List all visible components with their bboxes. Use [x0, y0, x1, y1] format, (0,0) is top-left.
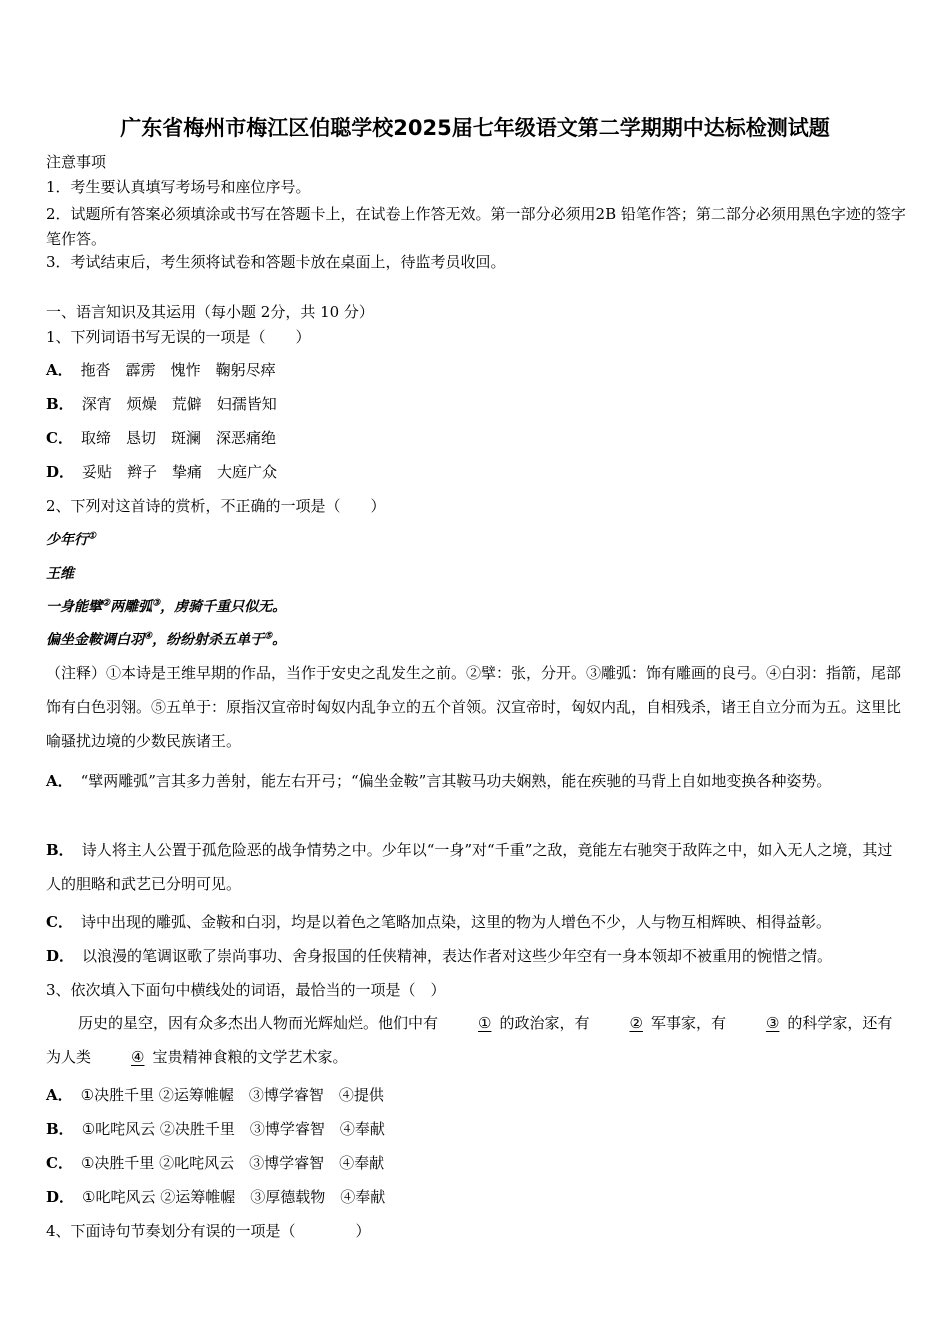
q2-option-a [46, 764, 906, 798]
passage-text: 的科学家，还有为人类 [46, 1014, 893, 1066]
option-label: D． [46, 463, 75, 481]
blank-1: ① [478, 1014, 492, 1032]
option-text: ①决胜千里 ②运筹帷幄 ③博学睿智 ④提供 [80, 1086, 384, 1104]
poem-annotation: （注释）①本诗是王维早期的作品，当作于安史之乱发生之前。②擘：张，分开。③雕弧：饰有雕画的良弓。④白羽：指箭，尾部饰有白色羽翎。⑤五单于：原指汉宣帝时匈奴内乱争立的五个首领。汉宣帝时，匈奴内乱，自相残杀，诸王自立分而为五。这里比喻骚扰边境的少数民族诸王。 [46, 664, 902, 750]
option-text: 深宵 烦燥 荒僻 妇孺皆知 [81, 395, 277, 413]
option-label: A． [46, 361, 73, 379]
option-text: 诗中出现的雕弧、金鞍和白羽，均是以着色之笔略加点染，这里的物为人增色不少，人与物互相辉映、相得益彰。 [80, 913, 831, 931]
q1-option-d [46, 462, 277, 482]
blank-4: ④ [131, 1048, 145, 1066]
option-label: C． [46, 429, 73, 447]
q3-option-d [46, 1187, 385, 1207]
q2-option-d [46, 946, 832, 966]
option-label: A． [46, 772, 73, 790]
option-label: A． [46, 1086, 73, 1104]
blank-2: ② [629, 1014, 643, 1032]
q2-option-b [46, 833, 906, 901]
q1-option-b [46, 394, 277, 414]
poem-text: 一身能擘 [46, 599, 102, 615]
footnote-mark: ① [88, 531, 97, 542]
footnote-mark: ⑤ [264, 631, 273, 642]
q1-option-c [46, 428, 276, 448]
section-heading: 一、语言知识及其运用（每小题 2分，共 10 分） [46, 303, 374, 321]
footnote-mark: ④ [144, 631, 153, 642]
blank-3: ③ [765, 1014, 780, 1032]
question-1-stem: 1、下列词语书写无误的一项是（ ） [46, 328, 311, 346]
option-text: ①叱咤风云 ②运筹帷幄 ③厚德载物 ④奉献 [82, 1188, 386, 1206]
option-text: 诗人将主人公置于孤危险恶的战争情势之中。少年以“一身”对“千重”之敌，竟能左右驰突于敌阵之中，如入无人之境，其过人的胆略和武艺已分明可见。 [46, 841, 893, 893]
q3-option-b [46, 1119, 385, 1139]
q3-option-c [46, 1153, 384, 1173]
option-text: 取缔 恳切 斑澜 深恶痛绝 [80, 429, 276, 447]
question-4-stem: 4、下面诗句节奏划分有误的一项是（ ） [46, 1222, 371, 1240]
notice-item-3: 3．考试结束后，考生须将试卷和答题卡放在桌面上，待监考员收回。 [46, 253, 506, 271]
page-title: 广东省梅州市梅江区伯聪学校2025届七年级语文第二学期期中达标检测试题 [120, 116, 830, 140]
option-text: 以浪漫的笔调讴歌了崇尚事功、舍身报国的任侠精神，表达作者对这些少年空有一身本领却不被重用的惋惜之情。 [82, 947, 833, 965]
poem-text: ，虏骑千重只似无。 [160, 599, 287, 615]
option-label: D． [46, 947, 75, 965]
option-label: C． [46, 1154, 73, 1172]
poem-title-text: 少年行 [46, 532, 88, 548]
poem-title [46, 530, 96, 550]
q2-option-c [46, 912, 831, 932]
option-label: D． [46, 1188, 75, 1206]
option-text: ①决胜千里 ②叱咤风云 ③博学睿智 ④奉献 [80, 1154, 385, 1172]
option-text: 拖沓 霹雳 愧怍 鞠躬尽瘁 [80, 361, 276, 379]
footnote-mark: ② [102, 598, 111, 609]
poem-line-1 [46, 597, 286, 617]
option-label: B． [46, 1120, 74, 1138]
poem-text: 两雕弧 [110, 599, 153, 615]
notice-item-2: 2．试题所有答案必须填涂或书写在答题卡上，在试卷上作答无效。第一部分必须用2B 铅笔作答；第二部分必须用黑色字迹的签字笔作答。 [46, 205, 906, 248]
footnote-mark: ③ [152, 598, 161, 609]
passage-text: 宝贵精神食粮的文学艺术家。 [152, 1048, 348, 1066]
passage-text: 军事家，有 [650, 1014, 726, 1032]
option-label: B． [46, 395, 74, 413]
option-label: C． [46, 913, 73, 931]
notice-item-1: 1．考生要认真填写考场号和座位序号。 [46, 178, 311, 196]
poem-text: ，纷纷射杀五单于 [152, 632, 265, 648]
option-label: B． [46, 841, 74, 859]
q1-option-a [46, 360, 276, 380]
option-text: ①叱咤风云 ②决胜千里 ③博学睿智 ④奉献 [81, 1120, 385, 1138]
notice-heading: 注意事项 [46, 153, 107, 171]
q3-passage [46, 1006, 906, 1074]
passage-text: 历史的星空，因有众多杰出人物而光辉灿烂。他们中有 [78, 1014, 439, 1032]
passage-text: 的政治家，有 [499, 1014, 590, 1032]
question-2-stem: 2、下列对这首诗的赏析，不正确的一项是（ ） [46, 497, 386, 515]
poem-text: 偏坐金鞍调白羽 [46, 632, 144, 648]
option-text: “擘两雕弧”言其多力善射，能左右开弓；“偏坐金鞍”言其鞍马功夫娴熟，能在疾驰的马背上自如地变换各种姿势。 [80, 772, 832, 790]
question-3-stem: 3、依次填入下面句中横线处的词语，最恰当的一项是（ ） [46, 981, 446, 999]
q3-option-a [46, 1085, 384, 1105]
poem-line-2 [46, 630, 286, 650]
poem-author: 王维 [46, 566, 74, 582]
option-text: 妥贴 辫子 挚痛 大庭广众 [82, 463, 278, 481]
poem-text: 。 [272, 632, 287, 648]
